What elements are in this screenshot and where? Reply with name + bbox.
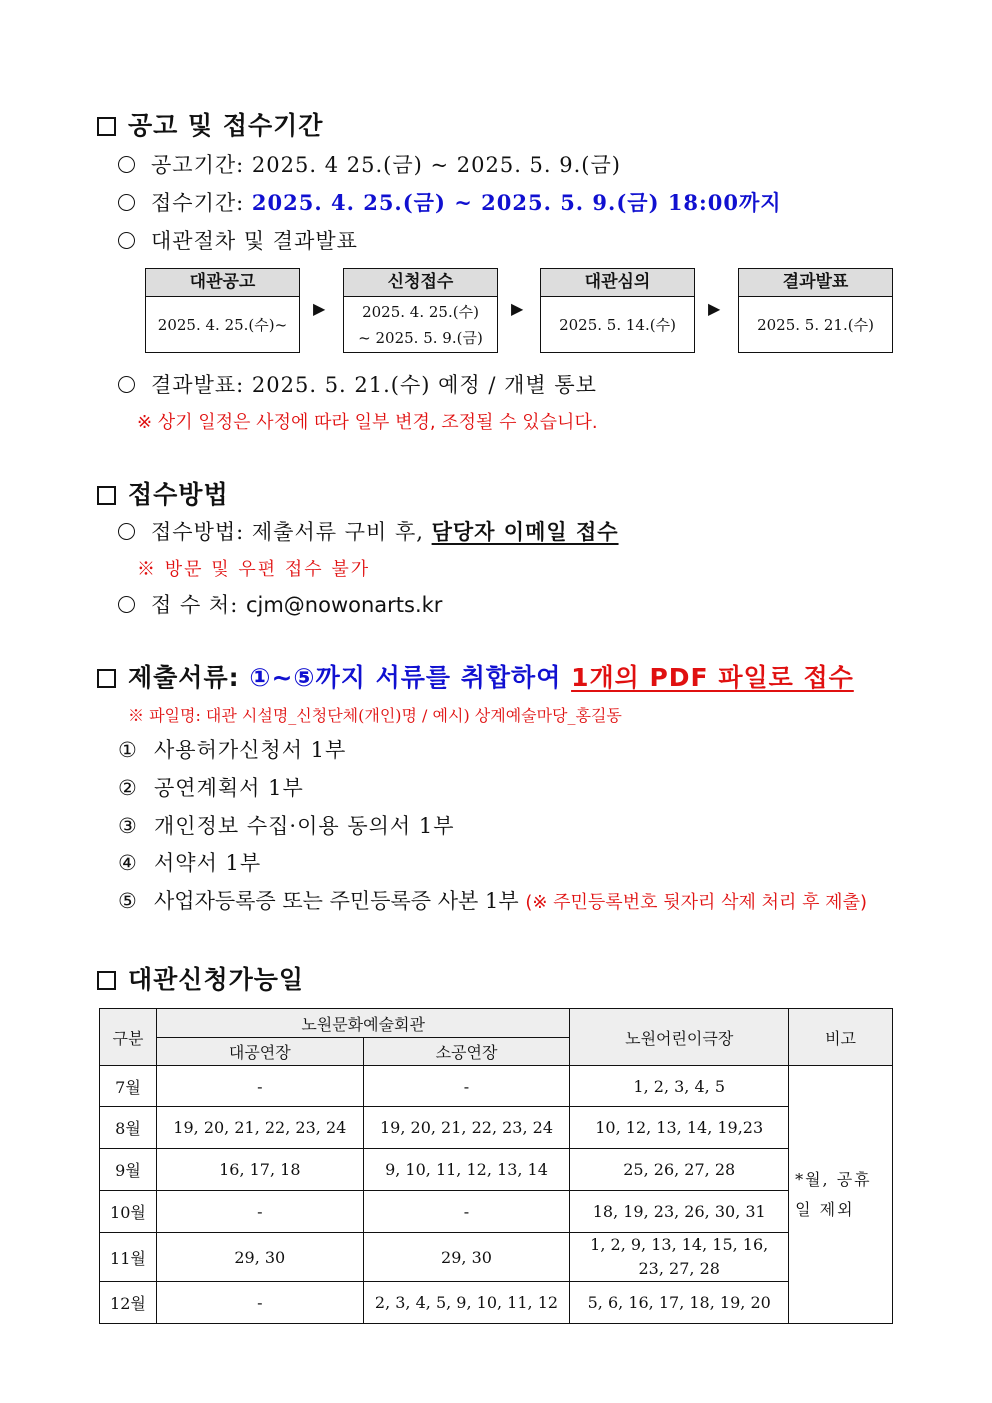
step-date: 2025. 5. 21.(수) [757, 316, 874, 334]
table-row: 8월 19, 20, 21, 22, 23, 24 19, 20, 21, 22, 23, 24 10, 12, 13, 14, 19,23 [100, 1107, 893, 1149]
step-title: 결과발표 [739, 269, 892, 297]
circle-bullet-icon [118, 156, 135, 173]
checkbox-square-icon [97, 971, 116, 990]
recipient-line: 접 수 처: cjm@nowonarts.kr [118, 589, 442, 619]
recipient-email: cjm@nowonarts.kr [245, 593, 443, 617]
procedure-line: 대관절차 및 결과발표 [118, 225, 358, 255]
document-item: ④ 서약서 1부 [118, 851, 262, 875]
checkbox-square-icon [97, 117, 116, 136]
receipt-period-line: 접수기간: 2025. 4. 25.(금) ~ 2025. 5. 9.(금) 18:00까지 [118, 187, 782, 217]
header-children-theater: 노원어린이극장 [570, 1009, 789, 1066]
notice-period-line: 공고기간: 2025. 4 25.(금) ~ 2025. 5. 9.(금) [118, 149, 621, 179]
available-dates-table [99, 1008, 893, 1324]
section-heading-method: 접수방법 [97, 475, 229, 511]
procedure-step-notice [145, 268, 300, 353]
document-item-note: (※ 주민등록번호 뒷자리 삭제 처리 후 제출) [525, 892, 867, 913]
step-date: 2025. 4. 25.(수) ~ 2025. 5. 9.(금) [358, 303, 483, 347]
section-heading-available-dates: 대관신청가능일 [97, 960, 304, 996]
header-remarks: 비고 [789, 1009, 893, 1066]
checkbox-square-icon [97, 669, 116, 688]
header-large-hall: 대공연장 [156, 1038, 363, 1066]
header-small-hall: 소공연장 [363, 1038, 570, 1066]
documents-instruction: ①~⑤까지 서류를 취합하여 [249, 663, 572, 692]
circle-bullet-icon [118, 232, 135, 249]
visit-not-allowed-note: ※ 방문 및 우편 접수 불가 [137, 559, 371, 580]
procedure-step-review [540, 268, 695, 353]
procedure-step-application [343, 268, 498, 353]
header-division: 구분 [100, 1009, 157, 1066]
document-item: ① 사용허가신청서 1부 [118, 738, 347, 762]
arrow-right-icon: ▶ [511, 299, 524, 318]
checkbox-square-icon [97, 486, 116, 505]
documents-pdf-instruction: 1개의 PDF 파일로 접수 [571, 663, 854, 692]
header-nowon-arts-center: 노원문화예술회관 [156, 1009, 569, 1038]
step-title: 대관심의 [541, 269, 694, 297]
document-item: ⑤ 사업자등록증 또는 주민등록증 사본 1부 (※ 주민등록번호 뒷자리 삭제 처리 후 제출) [118, 889, 867, 913]
circle-bullet-icon [118, 194, 135, 211]
result-line: 결과발표: 2025. 5. 21.(수) 예정 / 개별 통보 [118, 369, 597, 399]
table-row: 9월 16, 17, 18 9, 10, 11, 12, 13, 14 25, 26, 27, 28 [100, 1149, 893, 1191]
step-date: 2025. 5. 14.(수) [559, 316, 676, 334]
table-row: 12월 - 2, 3, 4, 5, 9, 10, 11, 12 5, 6, 16, 17, 18, 19, 20 [100, 1282, 893, 1324]
file-name-note: ※ 파일명: 대관 시설명_신청단체(개인)명 / 예시) 상계예술마당_홍길동 [128, 706, 622, 725]
method-value: 담당자 이메일 접수 [431, 520, 619, 544]
step-title: 대관공고 [146, 269, 299, 297]
step-title: 신청접수 [344, 269, 497, 297]
circle-bullet-icon [118, 523, 135, 540]
arrow-right-icon: ▶ [313, 299, 326, 318]
table-row: 7월 - - 1, 2, 3, 4, 5 *월, 공휴일 제외 [100, 1066, 893, 1107]
document-item: ③ 개인정보 수집·이용 동의서 1부 [118, 814, 455, 838]
receipt-period-value: 2025. 4. 25.(금) ~ 2025. 5. 9.(금) 18:00까지 [251, 190, 782, 215]
schedule-change-note: ※ 상기 일정은 사정에 따라 일부 변경, 조정될 수 있습니다. [137, 412, 598, 433]
method-line: 접수방법: 제출서류 구비 후, 담당자 이메일 접수 [118, 516, 619, 546]
step-date: 2025. 4. 25.(수)~ [157, 316, 288, 334]
circle-bullet-icon [118, 376, 135, 393]
remarks-cell: *월, 공휴일 제외 [789, 1066, 893, 1324]
procedure-step-result [738, 268, 893, 353]
section-heading-period: 공고 및 접수기간 [97, 106, 323, 142]
table-row: 10월 - - 18, 19, 23, 26, 30, 31 [100, 1191, 893, 1233]
section-heading-documents: 제출서류: ①~⑤까지 서류를 취합하여 1개의 PDF 파일로 접수 [97, 658, 854, 694]
document-item: ② 공연계획서 1부 [118, 776, 304, 800]
circle-bullet-icon [118, 596, 135, 613]
arrow-right-icon: ▶ [708, 299, 721, 318]
table-row: 11월 29, 30 29, 30 1, 2, 9, 13, 14, 15, 16, 23, 27, 28 [100, 1233, 893, 1282]
